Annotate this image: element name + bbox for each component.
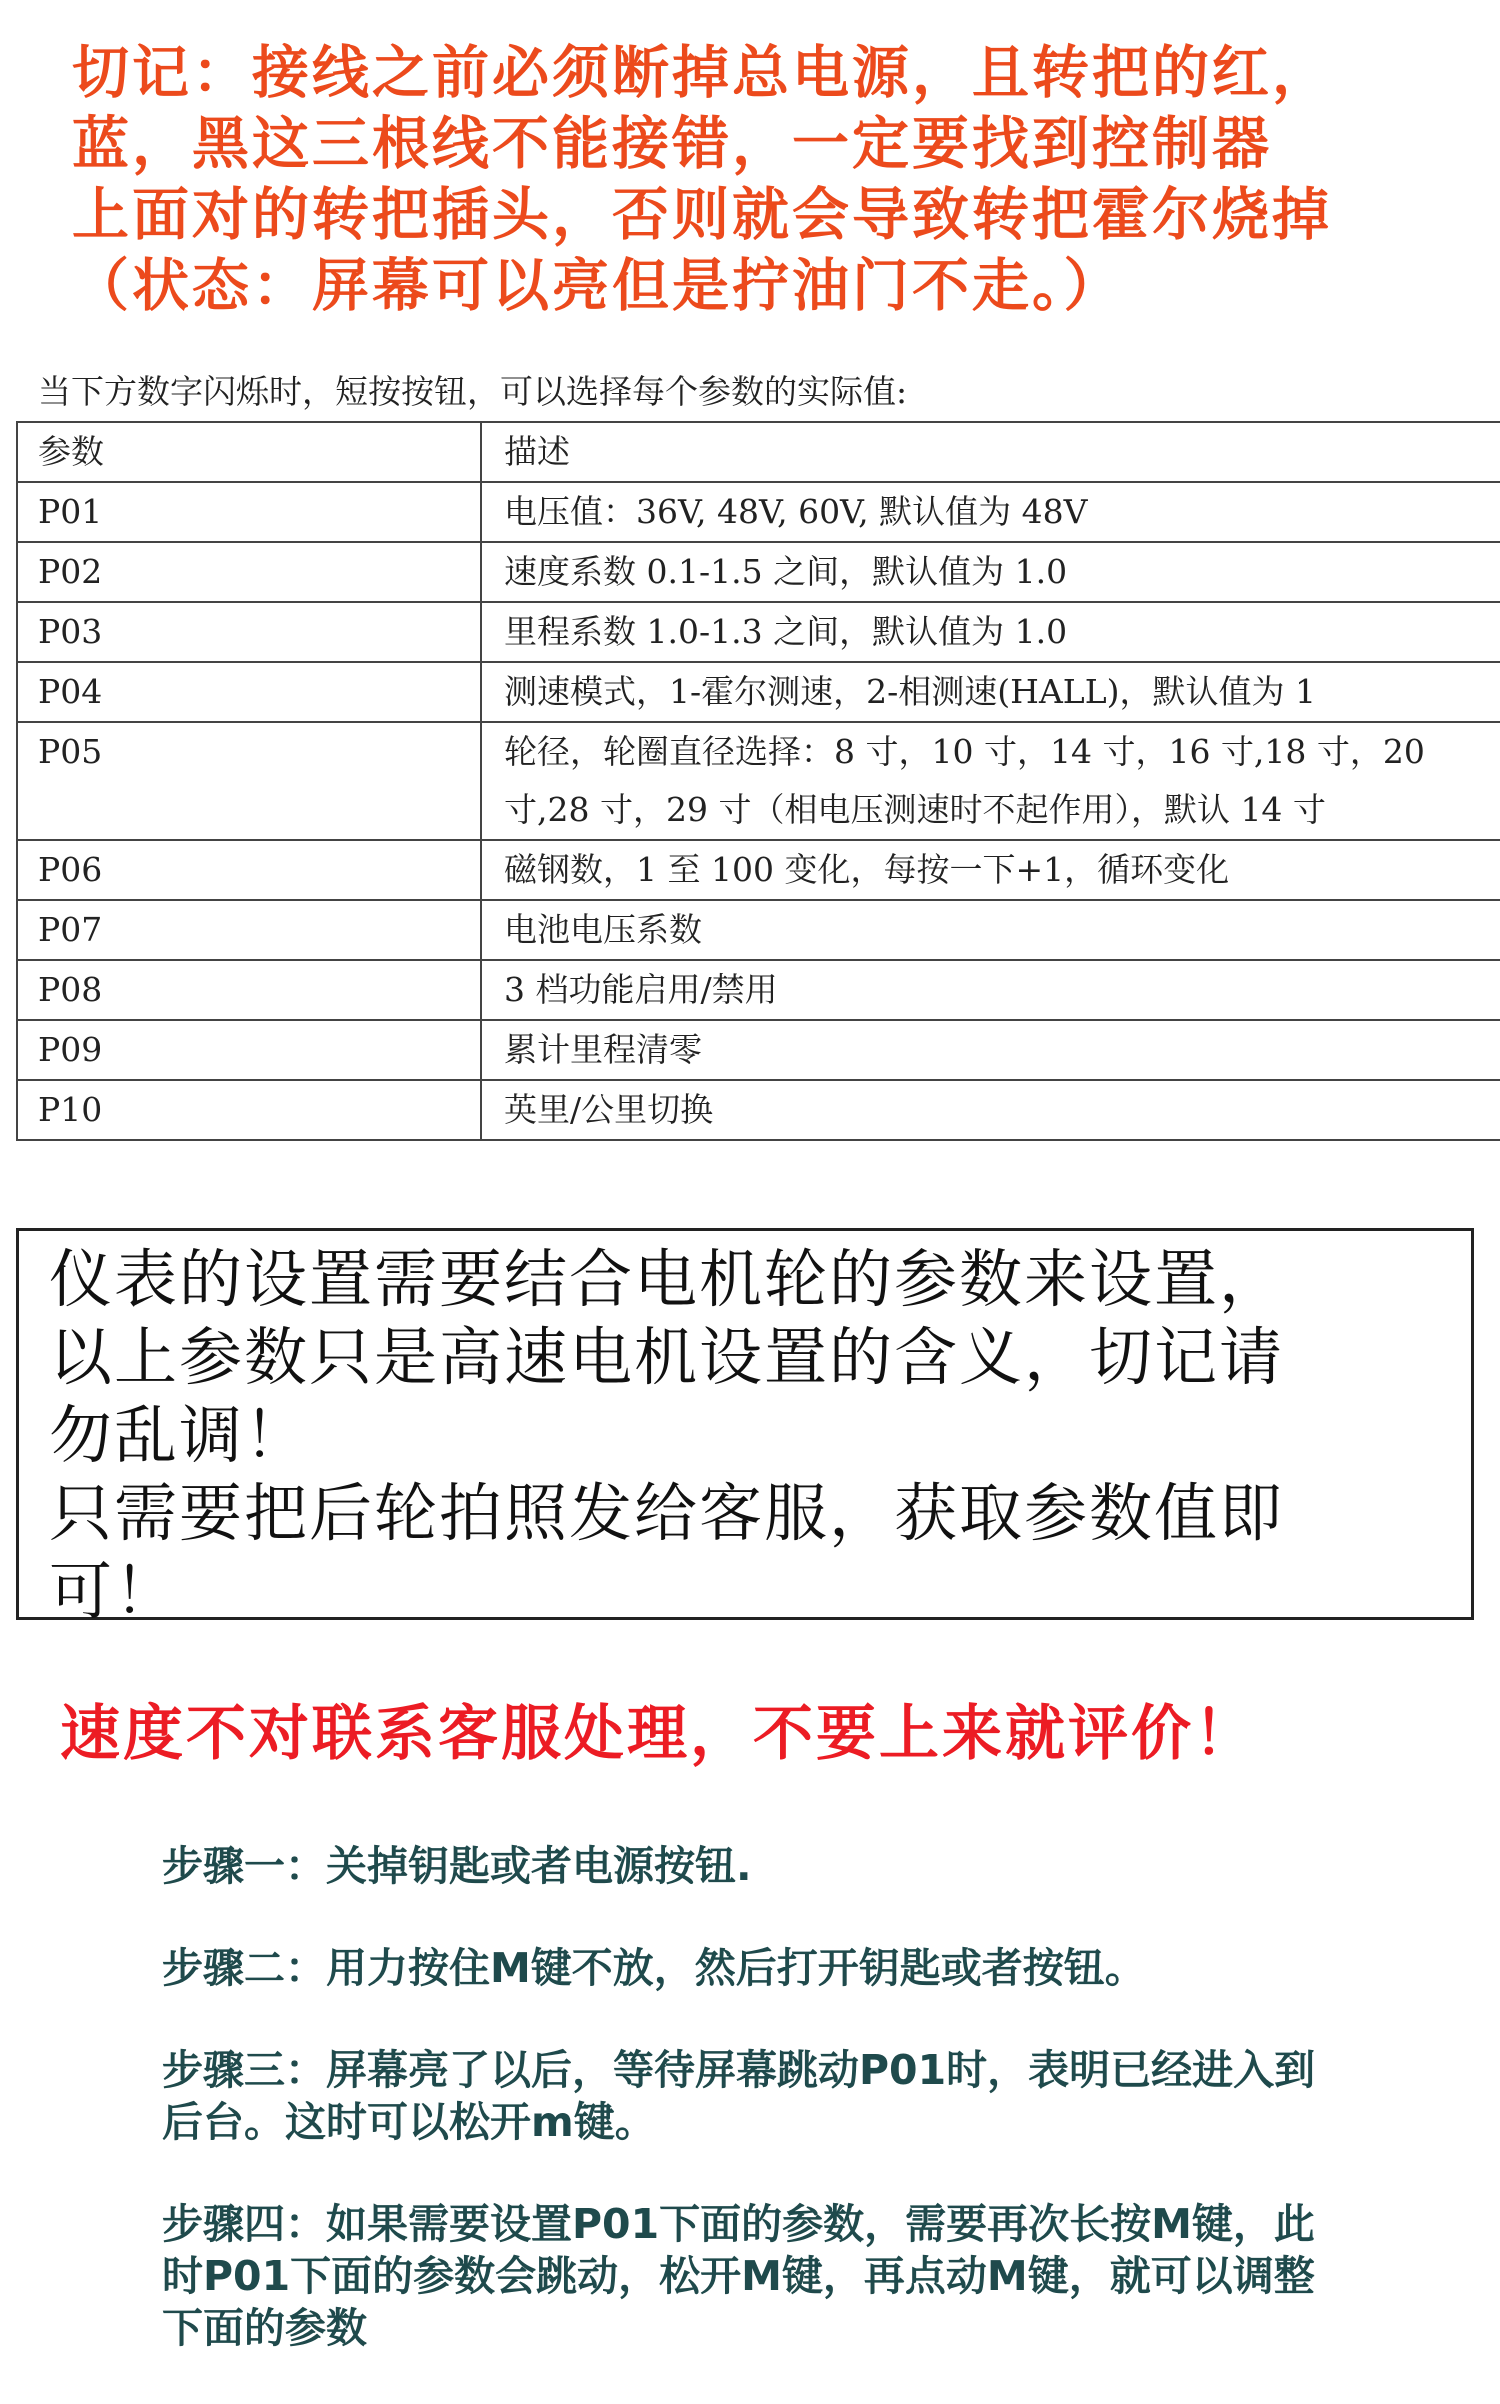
step-line: 下面的参数 xyxy=(162,2304,367,2352)
warning-line: 上面对的转把插头，否则就会导致转把霍尔烧掉 xyxy=(72,182,1332,248)
description-line: 寸,28 寸，29 寸（相电压测速时不起作用），默认 14 寸 xyxy=(504,790,1326,829)
note-line: 以上参数只是高速电机设置的含义，切记请 xyxy=(49,1321,1284,1394)
header-description: 描述 xyxy=(481,422,1500,482)
description-line: 电池电压系数 xyxy=(504,910,702,949)
table-row xyxy=(17,1080,1500,1140)
table-row xyxy=(17,482,1500,542)
step-line: 后台。这时可以松开m键。 xyxy=(162,2098,656,2146)
table-row xyxy=(17,602,1500,662)
param-description xyxy=(481,900,1500,960)
table-row xyxy=(17,662,1500,722)
description-line: 轮径，轮圈直径选择：8 寸，10 寸，14 寸，16 寸,18 寸，20 xyxy=(504,732,1425,771)
param-code: P07 xyxy=(17,900,481,960)
description-line: 磁钢数，1 至 100 变化，每按一下+1，循环变化 xyxy=(504,850,1230,889)
param-code: P09 xyxy=(17,1020,481,1080)
note-line: 只需要把后轮拍照发给客服，获取参数值即 xyxy=(49,1477,1284,1550)
table-row xyxy=(17,1020,1500,1080)
description-line: 英里/公里切换 xyxy=(504,1090,714,1129)
step-line: 步骤一：关掉钥匙或者电源按钮. xyxy=(162,1842,752,1890)
table-header-row xyxy=(17,422,1500,482)
step-item xyxy=(162,1942,1462,1994)
table-intro: 当下方数字闪烁时，短按按钮，可以选择每个参数的实际值: xyxy=(38,372,908,411)
step-line: 步骤二：用力按住M键不放，然后打开钥匙或者按钮。 xyxy=(162,1944,1146,1992)
param-code: P04 xyxy=(17,662,481,722)
param-description xyxy=(481,482,1500,542)
step-line: 时P01下面的参数会跳动，松开M键，再点动M键，就可以调整 xyxy=(162,2252,1315,2300)
step-line: 步骤三：屏幕亮了以后，等待屏幕跳动P01时，表明已经进入到 xyxy=(162,2046,1316,2094)
description-line: 电压值：36V, 48V, 60V, 默认值为 48V xyxy=(504,492,1088,531)
param-description xyxy=(481,602,1500,662)
settings-note xyxy=(16,1228,1474,1628)
speed-notice: 速度不对联系客服处理，不要上来就评价！ xyxy=(60,1699,1257,1769)
param-code: P02 xyxy=(17,542,481,602)
table-row xyxy=(17,960,1500,1020)
warning-line: 切记：接线之前必须断掉总电源，且转把的红， xyxy=(72,40,1332,106)
description-line: 3 档功能启用/禁用 xyxy=(504,970,778,1009)
step-item xyxy=(162,2198,1462,2354)
steps-list xyxy=(162,1840,1462,2404)
table-row xyxy=(17,542,1500,602)
table-row xyxy=(17,900,1500,960)
param-code: P03 xyxy=(17,602,481,662)
table-row xyxy=(17,722,1500,840)
step-item xyxy=(162,1840,1462,1892)
description-line: 速度系数 0.1-1.5 之间，默认值为 1.0 xyxy=(504,552,1068,591)
step-item xyxy=(162,2044,1462,2148)
note-line: 仪表的设置需要结合电机轮的参数来设置， xyxy=(49,1243,1284,1316)
param-description xyxy=(481,1020,1500,1080)
param-description xyxy=(481,542,1500,602)
param-code: P05 xyxy=(17,722,481,840)
table-row xyxy=(17,840,1500,900)
step-line: 步骤四：如果需要设置P01下面的参数，需要再次长按M键，此 xyxy=(162,2200,1315,2248)
table-body xyxy=(17,482,1500,1140)
param-code: P01 xyxy=(17,482,481,542)
param-description xyxy=(481,840,1500,900)
wiring-warning xyxy=(72,38,1472,322)
param-code: P06 xyxy=(17,840,481,900)
note-line: 勿乱调！ xyxy=(49,1399,309,1472)
description-line: 测速模式，1-霍尔测速，2-相测速(HALL)，默认值为 1 xyxy=(504,672,1316,711)
description-line: 累计里程清零 xyxy=(504,1030,702,1069)
param-code: P08 xyxy=(17,960,481,1020)
param-description xyxy=(481,722,1500,840)
warning-line: （状态：屏幕可以亮但是拧油门不走。） xyxy=(72,253,1124,319)
parameter-table xyxy=(16,421,1500,1141)
header-param: 参数 xyxy=(17,422,481,482)
description-line: 里程系数 1.0-1.3 之间，默认值为 1.0 xyxy=(504,612,1068,651)
warning-line: 蓝，黑这三根线不能接错，一定要找到控制器 xyxy=(72,111,1272,177)
param-description xyxy=(481,960,1500,1020)
param-description xyxy=(481,662,1500,722)
param-description xyxy=(481,1080,1500,1140)
note-line: 可！ xyxy=(49,1555,179,1628)
param-code: P10 xyxy=(17,1080,481,1140)
